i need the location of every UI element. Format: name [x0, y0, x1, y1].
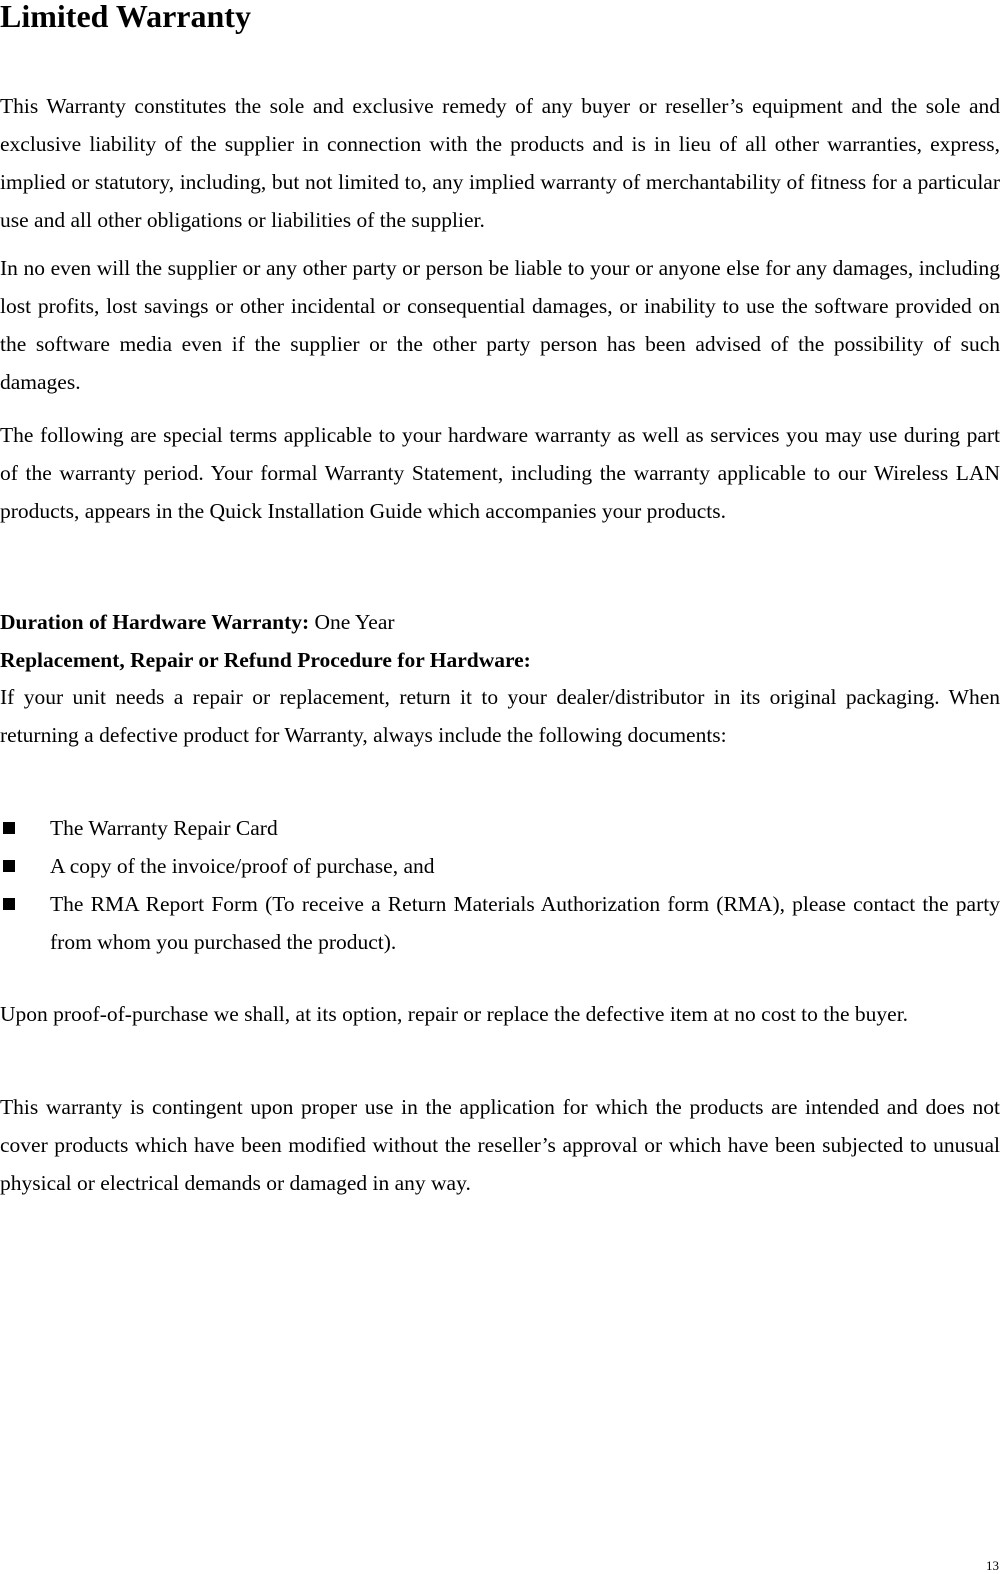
paragraph-special-terms: The following are special terms applicable to your hardware warranty as well as services you may use during part of the warranty period. Your formal Warranty Statement, including the warranty applicable to our Wireless LAN products, appears in the Quick Installation Guide which accompanies your products. — [0, 423, 1000, 523]
procedure-heading — [0, 641, 1000, 679]
warranty-duration-value: One Year — [309, 610, 395, 634]
page-title: Limited Warranty — [0, 0, 251, 34]
list-item — [0, 809, 1000, 847]
required-documents-list — [0, 809, 1000, 961]
square-bullet-icon — [3, 822, 15, 834]
list-item — [0, 847, 1000, 885]
paragraph-liability-limitation: In no even will the supplier or any other party or person be liable to your or anyone else for any damages, including lost profits, lost savings or other incidental or consequential damages, or inability to use the software provided on the software media even if the supplier or the other party person has been advised of the possibility of such damages. — [0, 256, 1000, 394]
paragraph-warranty-conditions: This warranty is contingent upon proper use in the application for which the products are intended and does not cover products which have been modified without the reseller’s approval or which have been subjected to unusual physical or electrical demands or damaged in any way. — [0, 1095, 1000, 1195]
warranty-duration-label: Duration of Hardware Warranty: — [0, 610, 310, 634]
list-item — [0, 885, 1000, 961]
list-item-text: A copy of the invoice/proof of purchase, and — [50, 854, 435, 878]
page-number: 13 — [986, 1558, 999, 1573]
paragraph-return-instructions: If your unit needs a repair or replacement, return it to your dealer/distributor in its original packaging. When returning a defective product for Warranty, always include the following documents: — [0, 685, 1000, 747]
square-bullet-icon — [3, 860, 15, 872]
list-item-text: The RMA Report Form (To receive a Return Materials Authorization form (RMA), please contact the party from whom you purchased the product). — [50, 892, 1000, 954]
warranty-duration-line — [0, 603, 1000, 641]
paragraph-proof-of-purchase: Upon proof-of-purchase we shall, at its option, repair or replace the defective item at no cost to the buyer. — [0, 1002, 909, 1026]
list-item-text: The Warranty Repair Card — [50, 816, 278, 840]
procedure-heading-text: Replacement, Repair or Refund Procedure for Hardware: — [0, 648, 531, 672]
square-bullet-icon — [3, 898, 15, 910]
paragraph-exclusive-remedy: This Warranty constitutes the sole and exclusive remedy of any buyer or reseller’s equipment and the sole and exclusive liability of the supplier in connection with the products and is in lieu of all other warranties, express, implied or statutory, including, but not limited to, any implied warranty of merchantability of fitness for a particular use and all other obligations or liabilities of the supplier. — [0, 94, 1000, 232]
